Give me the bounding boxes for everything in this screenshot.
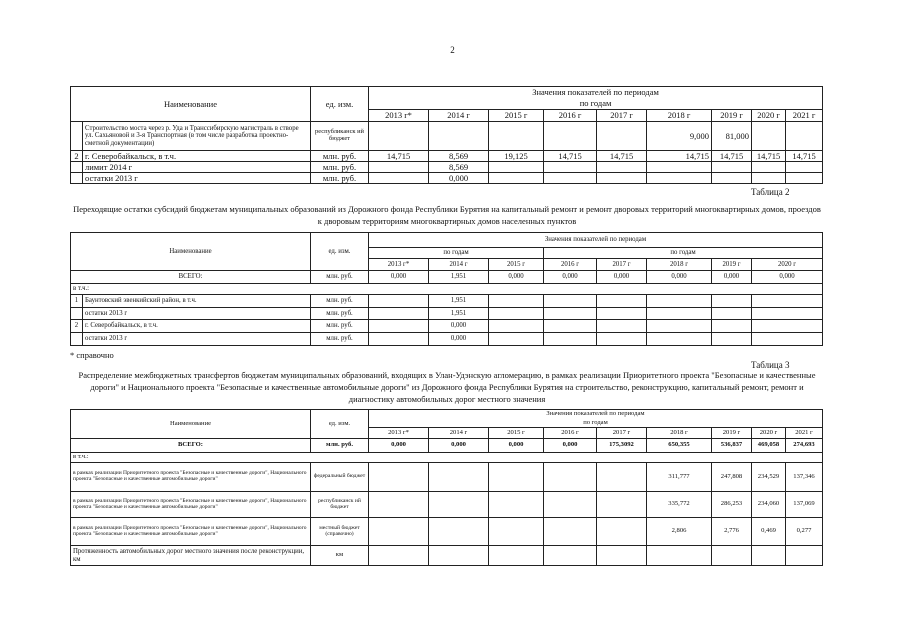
cell-value: 137,346	[786, 463, 823, 492]
cell-value: 0,000	[647, 271, 712, 284]
cell-value	[752, 122, 786, 151]
year-header: 2015 г	[489, 428, 544, 439]
cell-value	[544, 122, 597, 151]
cell-value	[597, 308, 647, 320]
cell-value: 0,469	[752, 518, 786, 546]
cell-value: 2,776	[712, 518, 752, 546]
cell-value	[544, 463, 597, 492]
cell-value	[712, 320, 752, 333]
row-name: остатки 2013 г	[83, 333, 311, 346]
row-unit: млн. руб.	[311, 173, 369, 184]
row-number	[71, 162, 83, 173]
year-header: 2020 г	[752, 110, 786, 122]
year-header: 2020 г	[752, 259, 823, 271]
cell-value: 0,000	[369, 271, 429, 284]
cell-value	[369, 492, 429, 518]
table-row	[71, 284, 823, 295]
cell-value	[544, 295, 597, 308]
cell-value	[712, 295, 752, 308]
cell-value: 311,777	[647, 463, 712, 492]
table-1	[70, 86, 823, 184]
cell-value: 0,277	[786, 518, 823, 546]
incl-label: в т.ч.:	[71, 284, 823, 295]
cell-value: 0,000	[489, 439, 544, 453]
cell-value	[752, 295, 823, 308]
cell-value	[489, 320, 544, 333]
table-row	[71, 333, 823, 346]
header-name: Наименование	[71, 233, 311, 271]
cell-value	[752, 162, 786, 173]
row-unit: млн. руб.	[311, 333, 369, 346]
cell-value	[489, 295, 544, 308]
cell-value	[544, 546, 597, 566]
year-header: 2018 г	[647, 428, 712, 439]
year-header: 2020 г	[752, 428, 786, 439]
cell-value	[544, 308, 597, 320]
cell-value: 0,000	[752, 271, 823, 284]
row-name: остатки 2013 г	[83, 173, 311, 184]
row-number	[71, 308, 83, 320]
table-row	[71, 518, 823, 546]
row-name: ВСЕГО:	[71, 271, 311, 284]
row-name: г. Северобайкальск, в т.ч.	[83, 320, 311, 333]
cell-value	[597, 333, 647, 346]
cell-value	[647, 333, 712, 346]
row-unit: республиканск ий бюджет	[311, 122, 369, 151]
cell-value: 8,569	[429, 162, 489, 173]
cell-value: 0,000	[429, 333, 489, 346]
row-number	[71, 333, 83, 346]
header-by-years: по годам	[369, 248, 544, 259]
cell-value: 14,715	[786, 151, 823, 162]
row-number: 2	[71, 320, 83, 333]
year-header: 2021 г	[786, 428, 823, 439]
cell-value: 14,715	[369, 151, 429, 162]
cell-value	[712, 308, 752, 320]
cell-value	[597, 173, 647, 184]
row-unit: млн. руб.	[311, 271, 369, 284]
table-row	[71, 546, 823, 566]
cell-value	[712, 173, 752, 184]
cell-value	[647, 546, 712, 566]
row-name: в рамках реализации Приоритетного проекта "Безопасные и качественные дороги", Национального проекта "Безопасные и качественные автомобильные дороги"	[71, 492, 311, 518]
year-header: 2015 г	[489, 259, 544, 271]
page-number: 2	[450, 45, 455, 55]
cell-value	[429, 546, 489, 566]
cell-value	[489, 518, 544, 546]
row-unit: республиканск ий бюджет	[311, 492, 369, 518]
cell-value	[489, 122, 544, 151]
table-row	[71, 308, 823, 320]
year-header: 2018 г	[647, 110, 712, 122]
cell-value: 0,000	[597, 271, 647, 284]
cell-value	[752, 173, 786, 184]
cell-value	[647, 173, 712, 184]
header-unit: ед. изм.	[311, 233, 369, 271]
header-values: Значения показателей по периодам	[369, 233, 823, 248]
cell-value	[647, 308, 712, 320]
header-name: Наименование	[71, 410, 311, 439]
row-name: в рамках реализации Приоритетного проекта "Безопасные и качественные дороги", Национального проекта "Безопасные и качественные автомобильные дороги"	[71, 463, 311, 492]
row-unit: млн. руб.	[311, 439, 369, 453]
cell-value	[752, 320, 823, 333]
cell-value	[647, 320, 712, 333]
cell-value: 650,355	[647, 439, 712, 453]
row-unit: млн. руб.	[311, 295, 369, 308]
cell-value: 14,715	[712, 151, 752, 162]
cell-value: 1,951	[429, 271, 489, 284]
row-number	[71, 122, 83, 151]
cell-value	[429, 122, 489, 151]
row-name: Протяженность автомобильных дорог местного значения после реконструкции, км	[71, 546, 311, 566]
cell-value	[369, 463, 429, 492]
table-2-label: Таблица 2	[751, 187, 790, 197]
year-header: 2013 г*	[369, 259, 429, 271]
cell-value	[369, 308, 429, 320]
table-2-caption: Переходящие остатки субсидий бюджетам муниципальных образований из Дорожного фонда Республики Бурятия на капитальный ремонт и ремонт дворовых территорий многоквартирных домов, проездов к дворовым территориям многоквартирных домов населенных пунктов	[73, 204, 821, 226]
cell-value: 234,529	[752, 463, 786, 492]
table-row	[71, 122, 823, 151]
cell-value: 0,000	[429, 173, 489, 184]
cell-value	[544, 492, 597, 518]
row-name: в рамках реализации Приоритетного проекта "Безопасные и качественные дороги", Национального проекта "Безопасные и качественные автомобильные дороги"	[71, 518, 311, 546]
header-values: Значения показателей по периодам	[369, 410, 823, 420]
cell-value	[369, 162, 429, 173]
cell-value: 0,000	[369, 439, 429, 453]
cell-value	[597, 122, 647, 151]
row-name: остатки 2013 г	[83, 308, 311, 320]
cell-value	[712, 333, 752, 346]
cell-value	[786, 162, 823, 173]
cell-value	[597, 546, 647, 566]
cell-value	[597, 463, 647, 492]
table-3	[70, 409, 823, 566]
incl-label: в т.ч.:	[71, 453, 823, 463]
cell-value	[429, 463, 489, 492]
header-by-years: по годам	[369, 420, 823, 428]
cell-value	[597, 492, 647, 518]
cell-value: 0,000	[429, 439, 489, 453]
cell-value	[544, 333, 597, 346]
table-3-label: Таблица 3	[751, 360, 790, 370]
cell-value	[489, 308, 544, 320]
cell-value	[489, 162, 544, 173]
cell-value: 14,715	[752, 151, 786, 162]
cell-value	[544, 173, 597, 184]
year-header: 2017 г	[597, 110, 647, 122]
row-name: Строительство моста через р. Уда и Транссибирскую магистраль в створе ул. Сахьяновой и 3-я Транспортная (в том числе разработка проектно-сметной документации)	[83, 122, 311, 151]
cell-value	[369, 173, 429, 184]
table-row	[71, 162, 823, 173]
cell-value	[544, 320, 597, 333]
cell-value: 0,000	[429, 320, 489, 333]
row-name: Баунтовский эвенкийский район, в т.ч.	[83, 295, 311, 308]
cell-value: 14,715	[597, 151, 647, 162]
cell-value: 247,808	[712, 463, 752, 492]
cell-value: 137,069	[786, 492, 823, 518]
row-unit: млн. руб.	[311, 162, 369, 173]
cell-value	[369, 546, 429, 566]
cell-value	[544, 162, 597, 173]
row-unit: км	[311, 546, 369, 566]
year-header: 2015 г	[489, 110, 544, 122]
year-header: 2014 г	[429, 110, 489, 122]
year-header: 2016 г	[544, 110, 597, 122]
cell-value	[489, 333, 544, 346]
cell-value	[786, 546, 823, 566]
table-row	[71, 151, 823, 162]
cell-value: 469,058	[752, 439, 786, 453]
cell-value	[752, 333, 823, 346]
year-header: 2016 г	[544, 259, 597, 271]
header-unit: ед. изм.	[311, 410, 369, 439]
cell-value: 8,569	[429, 151, 489, 162]
table-row	[71, 295, 823, 308]
cell-value	[369, 295, 429, 308]
cell-value: 274,693	[786, 439, 823, 453]
year-header: 2016 г	[544, 428, 597, 439]
row-unit: млн. руб.	[311, 320, 369, 333]
header-name: Наименование	[71, 87, 311, 122]
cell-value: 2,806	[647, 518, 712, 546]
row-unit: млн. руб.	[311, 151, 369, 162]
cell-value	[489, 546, 544, 566]
year-header: 2013 г*	[369, 110, 429, 122]
cell-value	[369, 518, 429, 546]
row-unit: млн. руб.	[311, 308, 369, 320]
cell-value	[712, 546, 752, 566]
cell-value: 335,772	[647, 492, 712, 518]
table-row-total	[71, 271, 823, 284]
year-header: 2019 г	[712, 428, 752, 439]
year-header: 2017 г	[597, 259, 647, 271]
year-header: 2017 г	[597, 428, 647, 439]
cell-value	[544, 518, 597, 546]
cell-value	[712, 162, 752, 173]
cell-value: 9,000	[647, 122, 712, 151]
cell-value	[369, 333, 429, 346]
cell-value: 175,3092	[597, 439, 647, 453]
year-header: 2018 г	[647, 259, 712, 271]
cell-value	[429, 518, 489, 546]
cell-value	[752, 546, 786, 566]
year-header: 2014 г	[429, 428, 489, 439]
footnote: * справочно	[70, 350, 114, 360]
year-header: 2014 г	[429, 259, 489, 271]
header-by-years: по годам	[369, 99, 823, 110]
row-name: лимит 2014 г	[83, 162, 311, 173]
row-name: г. Северобайкальск, в т.ч.	[83, 151, 311, 162]
cell-value: 1,951	[429, 295, 489, 308]
table-row	[71, 492, 823, 518]
header-unit: ед. изм.	[311, 87, 369, 122]
cell-value	[786, 122, 823, 151]
cell-value: 0,000	[544, 271, 597, 284]
table-2	[70, 232, 823, 346]
table-row	[71, 320, 823, 333]
year-header: 2021 г	[786, 110, 823, 122]
row-number: 1	[71, 295, 83, 308]
table-row	[71, 453, 823, 463]
cell-value	[752, 308, 823, 320]
cell-value	[786, 173, 823, 184]
cell-value	[597, 162, 647, 173]
cell-value: 81,000	[712, 122, 752, 151]
cell-value	[597, 295, 647, 308]
cell-value: 14,715	[647, 151, 712, 162]
cell-value	[647, 162, 712, 173]
cell-value	[369, 122, 429, 151]
table-row	[71, 463, 823, 492]
cell-value	[489, 463, 544, 492]
table-3-caption: Распределение межбюджетных трансфертов бюджетам муниципальных образований, входящих в Улан-Удэнскую агломерацию, в рамках реализации Приоритетного проекта "Безопасные и качественные дороги" и Национального проекта "Безопасные и качественные автомобильные дороги" из Дорожного фонда Республики Бурятия на строительство, реконструкцию, капитальный ремонт, ремонт и диагностику автомобильных дорог местного значения	[78, 370, 816, 404]
header-by-years: по годам	[544, 248, 823, 259]
cell-value	[597, 320, 647, 333]
row-number	[71, 173, 83, 184]
cell-value: 0,000	[544, 439, 597, 453]
cell-value: 234,060	[752, 492, 786, 518]
cell-value: 286,253	[712, 492, 752, 518]
year-header: 2019 г	[712, 110, 752, 122]
row-name: ВСЕГО:	[71, 439, 311, 453]
cell-value: 19,125	[489, 151, 544, 162]
cell-value: 1,951	[429, 308, 489, 320]
cell-value	[489, 492, 544, 518]
cell-value	[369, 320, 429, 333]
cell-value	[597, 518, 647, 546]
row-unit: федеральный бюджет	[311, 463, 369, 492]
row-unit: местный бюджет (справочно)	[311, 518, 369, 546]
cell-value	[429, 492, 489, 518]
year-header: 2019 г	[712, 259, 752, 271]
cell-value: 0,000	[712, 271, 752, 284]
table-row	[71, 173, 823, 184]
row-number: 2	[71, 151, 83, 162]
header-values: Значения показателей по периодам	[369, 87, 823, 99]
cell-value: 14,715	[544, 151, 597, 162]
cell-value: 536,837	[712, 439, 752, 453]
cell-value	[647, 295, 712, 308]
table-row-total	[71, 439, 823, 453]
cell-value: 0,000	[489, 271, 544, 284]
year-header: 2013 г*	[369, 428, 429, 439]
cell-value	[489, 173, 544, 184]
